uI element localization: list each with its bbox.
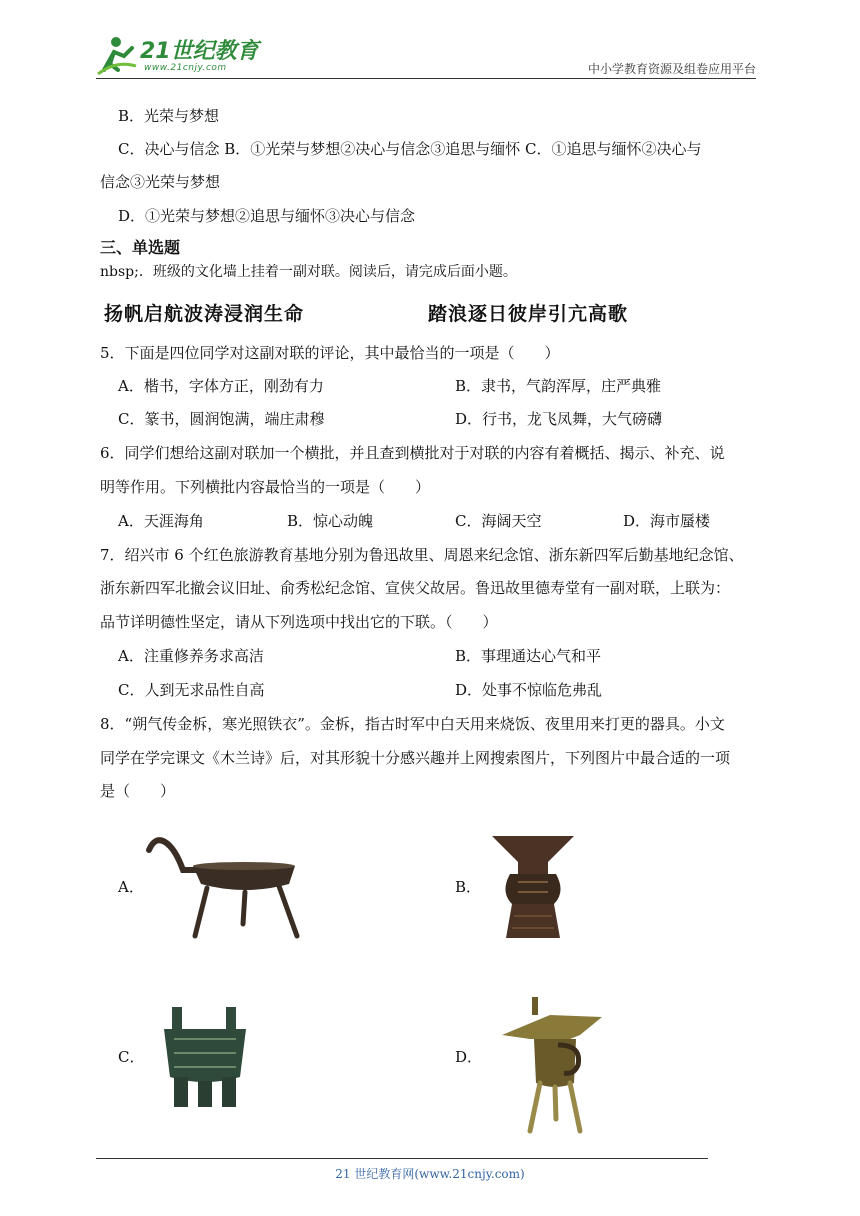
- q6-option-b: B．惊心动魄: [287, 512, 374, 530]
- q8-option-a-label: A．: [118, 878, 144, 896]
- q5-option-a: A．楷书，字体方正，刚劲有力: [118, 377, 324, 395]
- q8-option-d-image: [500, 995, 605, 1135]
- couplet-upper: 扬帆启航波涛浸润生命: [104, 303, 305, 325]
- q8-option-b-label: B．: [455, 878, 482, 896]
- header-tagline: 中小学教育资源及组卷应用平台: [587, 62, 756, 76]
- intro-text: nbsp;．班级的文化墙上挂着一副对联。阅读后，请完成后面小题。: [100, 264, 517, 280]
- q8-option-a-image: [145, 832, 305, 942]
- q8-option-b-image: [488, 832, 578, 942]
- q7-option-a: A．注重修养务求高洁: [118, 647, 264, 665]
- prev-option-d: D．①光荣与梦想②追思与缅怀③决心与信念: [118, 207, 416, 225]
- site-logo: [96, 30, 266, 80]
- couplet-lower: 踏浪逐日彼岸引亢高歌: [428, 303, 629, 325]
- q5-option-b: B．隶书，气韵浑厚，庄严典雅: [455, 377, 662, 395]
- prev-option-c-line2: 信念③光荣与梦想: [100, 173, 221, 191]
- prev-option-c-line1: C．决心与信念 B．①光荣与梦想②决心与信念③追思与缅怀 C．①追思与缅怀②决心与: [118, 140, 702, 158]
- q7-stem-line3: 品节详明德性坚定，请从下列选项中找出它的下联。（ ）: [100, 613, 498, 631]
- q6-stem-line1: 6．同学们想给这副对联加一个横批，并且查到横批对于对联的内容有着概括、揭示、补充、说: [100, 444, 725, 462]
- q8-option-d-label: D．: [455, 1048, 483, 1066]
- q6-option-d: D．海市蜃楼: [623, 512, 711, 530]
- q5-option-d: D．行书，龙飞凤舞，大气磅礴: [455, 410, 663, 428]
- q8-stem-line2: 同学在学完课文《木兰诗》后，对其形貌十分感兴趣并上网搜索图片，下列图片中最合适的一项: [100, 749, 731, 767]
- q7-option-b: B．事理通达心气和平: [455, 647, 602, 665]
- section-title: 三、单选题: [100, 238, 181, 257]
- q7-stem-line2: 浙东新四军北撤会议旧址、俞秀松纪念馆、宣侠父故居。鲁迅故里德寿堂有一副对联，上联为：: [100, 579, 731, 597]
- header-divider: [96, 78, 756, 79]
- q7-option-d: D．处事不惊临危弗乱: [455, 681, 603, 699]
- footer-divider: [96, 1158, 708, 1159]
- q8-option-c-image: [160, 1005, 250, 1110]
- q6-option-c: C．海阔天空: [455, 512, 542, 530]
- q8-option-c-label: C．: [118, 1048, 145, 1066]
- logo-text: 21世纪教育: [140, 39, 259, 64]
- q5-option-c: C．篆书，圆润饱满，端庄肃穆: [118, 410, 325, 428]
- q8-stem-line1: 8．“朔气传金柝，寒光照铁衣”。金柝，指古时军中白天用来烧饭、夜里用来打更的器具。小文: [100, 715, 725, 733]
- q8-stem-line3: 是（ ）: [100, 782, 176, 800]
- q7-option-c: C．人到无求品性自高: [118, 681, 265, 699]
- logo-url: www.21cnjy.com: [144, 63, 227, 73]
- q6-option-a: A．天涯海角: [118, 512, 204, 530]
- q6-stem-line2: 明等作用。下列横批内容最恰当的一项是（ ）: [100, 478, 431, 496]
- footer-text: 21 世纪教育网(www.21cnjy.com): [335, 1167, 525, 1181]
- q5-stem: 5．下面是四位同学对这副对联的评论，其中最恰当的一项是（ ）: [100, 344, 560, 362]
- q7-stem-line1: 7．绍兴市 6 个红色旅游教育基地分别为鲁迅故里、周恩来纪念馆、浙东新四军后勤基地纪念馆、: [100, 546, 744, 564]
- prev-option-b: B．光荣与梦想: [118, 107, 220, 125]
